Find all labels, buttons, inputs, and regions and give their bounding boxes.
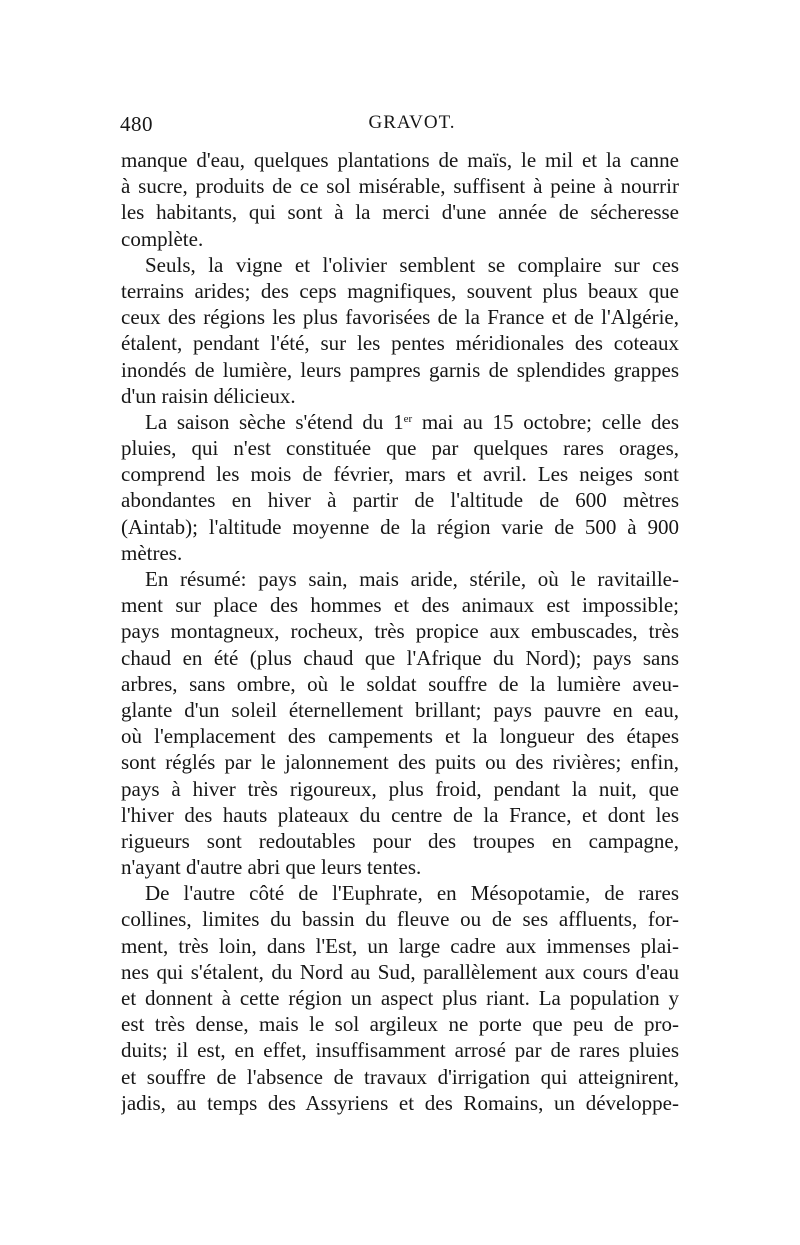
text-line: chaud en été (plus chaud que l'Afrique du Nord); pays sans (121, 645, 679, 670)
text-line: où l'emplacement des campements et la longueur des étapes (121, 724, 679, 749)
text-line: De l'autre côté de l'Euphrate, en Mésopotamie, de rares (145, 881, 679, 906)
text-segment: La saison sèche s'étend du 1 (145, 409, 404, 434)
text-line: n'ayant d'autre abri que leurs tentes. (121, 855, 422, 880)
text-line: et donnent à cette région un aspect plus riant. La population y (121, 986, 679, 1010)
text-line: d'un raisin délicieux. (121, 383, 296, 408)
text-line: ceux des régions les plus favorisées de la France et de l'Algérie, (121, 305, 679, 330)
text-line: étalent, pendant l'été, sur les pentes méridionales des coteaux (121, 331, 679, 356)
text-line: comprend les mois de février, mars et avril. Les neiges sont (121, 462, 679, 487)
text-line: En résumé: pays sain, mais aride, stérile, où le ravitaille- (145, 567, 679, 591)
text-line: les habitants, qui sont à la merci d'une année de sécheresse (121, 200, 679, 225)
text-line: duits; il est, en effet, insuffisamment arrosé par de rares pluies (121, 1038, 679, 1063)
text-line: l'hiver des hauts plateaux du centre de la France, et dont les (121, 802, 679, 827)
text-line: Seuls, la vigne et l'olivier semblent se complaire sur ces (145, 252, 679, 277)
text-line: sont réglés par le jalonnement des puits ou des rivières; enfin, (121, 750, 679, 775)
text-line: mètres. (121, 540, 183, 565)
text-line: collines, limites du bassin du fleuve ou de ses affluents, for- (121, 907, 679, 932)
running-head (120, 112, 680, 142)
text-line: glante d'un soleil éternellement brillant; pays pauvre en eau, (121, 697, 679, 722)
text-line: (Aintab); l'altitude moyenne de la région varie de 500 à 900 (121, 514, 679, 539)
superscript: er (403, 412, 413, 425)
text-line: complète. (121, 226, 204, 251)
running-title: GRAVOT. (368, 112, 456, 133)
text-line: inondés de lumière, leurs pampres garnis de splendides grappes (121, 357, 679, 382)
page-number: 480 (120, 112, 153, 136)
text-line: pays à hiver très rigoureux, plus froid, pendant la nuit, que (121, 776, 679, 801)
text-line: ment sur place des hommes et des animaux est impossible; (121, 593, 679, 618)
text-line: jadis, au temps des Assyriens et des Romains, un développe- (121, 1090, 679, 1115)
text-line: ment, très loin, dans l'Est, un large cadre aux immenses plai- (121, 933, 679, 958)
body-text (121, 147, 679, 1116)
text-line: à sucre, produits de ce sol misérable, suffisent à peine à nourrir (121, 174, 679, 199)
text-segment: mai au 15 octobre; celle des (412, 409, 679, 434)
text-line: arbres, sans ombre, où le soldat souffre de la lumière aveu- (121, 671, 679, 696)
text-line: terrains arides; des ceps magnifiques, souvent plus beaux que (121, 278, 679, 303)
text-line: nes qui s'étalent, du Nord au Sud, parallèlement aux cours d'eau (121, 959, 679, 984)
text-line: manque d'eau, quelques plantations de maïs, le mil et la canne (121, 148, 679, 172)
text-line: rigueurs sont redoutables pour des troupes en campagne, (121, 828, 679, 853)
text-line: et souffre de l'absence de travaux d'irrigation qui atteignirent, (121, 1064, 679, 1089)
text-line: abondantes en hiver à partir de l'altitude de 600 mètres (121, 488, 679, 513)
text-line: est très dense, mais le sol argileux ne porte que peu de pro- (121, 1012, 679, 1037)
text-line: pluies, qui n'est constituée que par quelques rares orages, (121, 436, 679, 461)
text-line (121, 409, 679, 435)
text-line: pays montagneux, rocheux, très propice aux embuscades, très (121, 619, 679, 644)
